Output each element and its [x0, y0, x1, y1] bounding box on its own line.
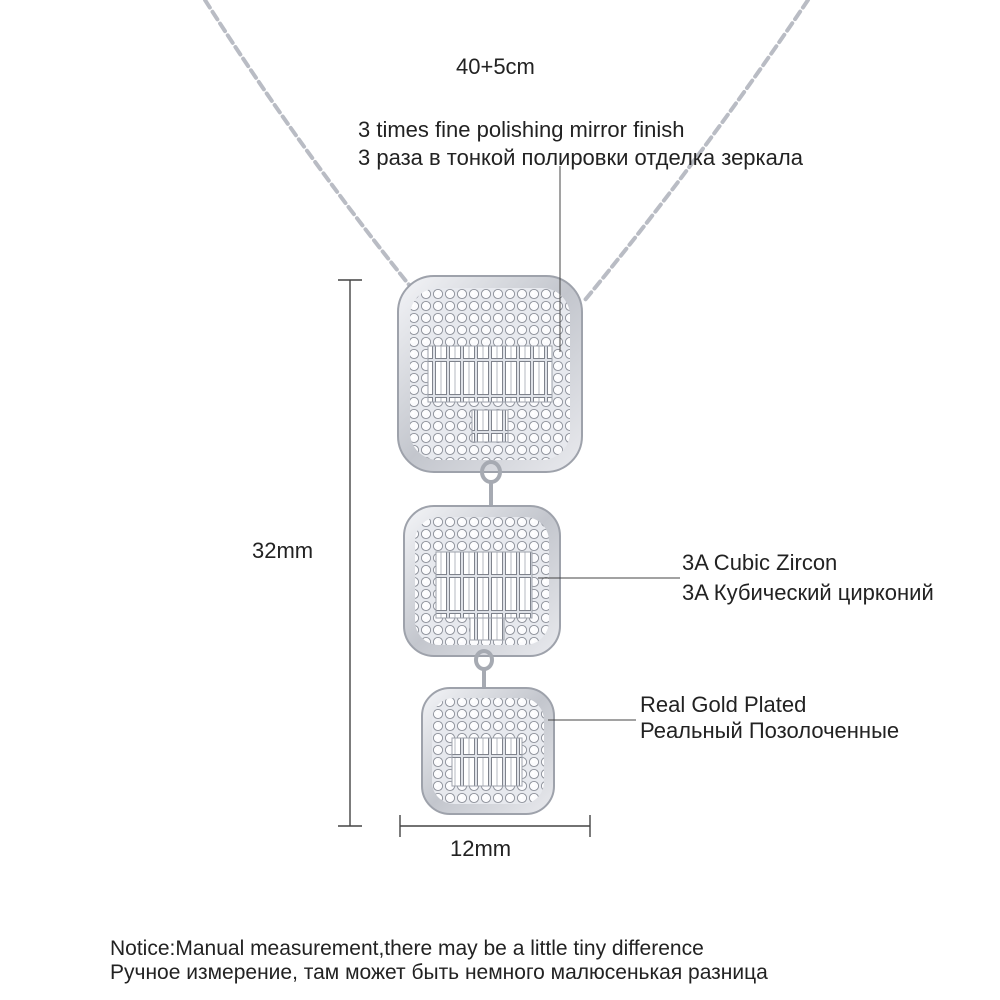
- height-dimension-line: [338, 280, 362, 826]
- gold-label-ru: Реальный Позолоченные: [640, 718, 900, 743]
- polishing-label-en: 3 times fine polishing mirror finish: [358, 117, 685, 142]
- pendant-middle: [404, 506, 560, 656]
- pendant-bottom: [422, 688, 554, 814]
- zircon-label-en: 3A Cubic Zircon: [682, 550, 838, 575]
- pendant-top: [398, 276, 582, 472]
- zircon-label-ru: 3A Кубический цирконий: [682, 580, 934, 605]
- chain-length-label: 40+5cm: [456, 54, 535, 79]
- polishing-label-ru: 3 раза в тонкой полировки отделка зеркала: [358, 145, 803, 170]
- notice-en: Notice:Manual measurement,there may be a little tiny difference: [110, 937, 704, 960]
- notice-ru: Ручное измерение, там может быть немного малюсенькая разница: [110, 961, 768, 984]
- width-label: 12mm: [450, 836, 512, 861]
- height-label: 32mm: [252, 538, 314, 563]
- width-dimension-line: [400, 815, 590, 837]
- gold-label-en: Real Gold Plated: [640, 692, 807, 717]
